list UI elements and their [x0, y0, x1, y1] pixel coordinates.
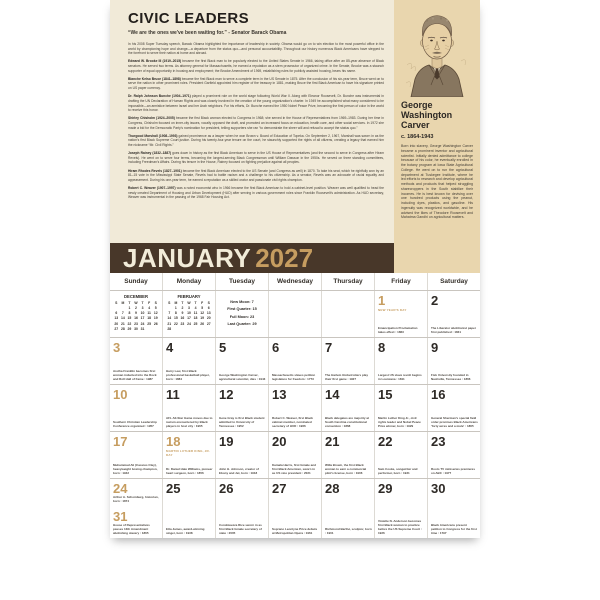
- mini-date: 15: [127, 316, 132, 321]
- mini-date: 3: [188, 305, 190, 310]
- day-cell: [216, 479, 269, 538]
- mini-date: 6: [115, 311, 118, 316]
- date-number: 7: [325, 340, 333, 355]
- holiday-label: NEW YEAR'S DAY: [378, 308, 407, 312]
- mini-date: 11: [193, 311, 198, 316]
- mini-date: 27: [206, 321, 211, 326]
- mini-date: 8: [174, 311, 177, 316]
- date-number: 12: [219, 387, 234, 402]
- event-note: General Sherman's special field order promises Black Americans 'forty acres and a mule' : 1865: [431, 416, 478, 429]
- day-cell: [322, 385, 375, 431]
- date-number: 29: [378, 481, 393, 496]
- mini-date: 11: [147, 311, 151, 316]
- mini-date: 15: [173, 316, 178, 321]
- day-cell: [216, 385, 269, 431]
- mini-date: [199, 327, 206, 332]
- date-number: 17: [113, 434, 128, 449]
- date-number: 30: [431, 481, 446, 496]
- date-number: 27: [272, 481, 287, 496]
- weekday-label: Thursday: [322, 273, 375, 290]
- leader-portrait-icon: [403, 5, 471, 97]
- mini-weekday-letter: T: [181, 300, 184, 305]
- mini-date: 14: [120, 316, 125, 321]
- date-number: 14: [325, 387, 340, 402]
- mini-weekday-letter: M: [174, 300, 178, 305]
- event-note: Fisk University founded in Nashville, Tennessee : 1866: [431, 373, 471, 382]
- date-number: 18: [166, 434, 181, 449]
- mini-date: 19: [200, 316, 205, 321]
- day-cell: [428, 479, 480, 538]
- moon-phase-line: First Quarter: 15: [227, 307, 257, 312]
- date-number: 5: [219, 340, 227, 355]
- leader-sidebar: [394, 0, 480, 273]
- event-note: The Harlem Globetrotters play their first game : 1927: [325, 373, 369, 382]
- event-note: Muhammad Ali (Cassius Clay), heavyweight boxing champion, born : 1942: [113, 463, 158, 476]
- mini-date: 25: [147, 321, 152, 326]
- mini-date: 24: [187, 321, 191, 326]
- day-cell: [322, 338, 375, 384]
- weekday-label: Sunday: [110, 273, 163, 290]
- day-cell: [269, 338, 322, 384]
- date-number: 25: [166, 481, 181, 496]
- date-number: 15: [378, 387, 393, 402]
- day-cell: [428, 338, 480, 384]
- calendar-grid: [110, 290, 480, 538]
- mini-calendar-grid: [113, 301, 159, 333]
- day-cell: [375, 385, 428, 431]
- day-cell: [110, 338, 163, 384]
- calendar-page: [110, 0, 480, 538]
- event-note: Richmond Barthé, sculptor, born : 1901: [325, 527, 372, 536]
- calendar-month: JANUARY: [123, 243, 252, 273]
- event-note: AFL All-Star Game moves due to racism encountered by Black players in host city : 1965: [166, 416, 213, 429]
- essay-paragraph: Hiram Rhodes Revels (1827–1901) became the first Black American elected to the US Senate (and Congress as well) in 1870. To take his seat, which he rightfully won by an 81–15 vote in the Mississippi State Senate, Revels had to battle racism and a challenge to his citizenship. As a senator, Revels was an advocate of racial equality and appeasement. During his one-year term, he earned a reputation as a skilled orator and passionate civil rights champion.: [128, 168, 384, 182]
- weekday-label: Saturday: [440, 278, 468, 285]
- event-note: George Washington Carver, agricultural scientist, dies : 1943: [219, 373, 266, 382]
- day-cell: [269, 385, 322, 431]
- date-number: 11: [166, 387, 180, 402]
- day-cell: [269, 432, 322, 478]
- mini-date: 10: [187, 311, 191, 316]
- event-note: Massachusetts slaves petition legislature for freedom : 1773: [272, 373, 316, 382]
- mini-date: 18: [147, 316, 152, 321]
- day-cell: [163, 338, 216, 384]
- essay-quote: “We are the ones we've been waiting for.” - Senator Barack Obama: [128, 30, 287, 36]
- date-number: 26: [219, 481, 234, 496]
- day-cell: [110, 432, 163, 478]
- mini-weekday-letter: T: [128, 300, 131, 305]
- mini-date: 10: [140, 311, 145, 316]
- day-cell: [428, 385, 480, 431]
- weekday-label: Wednesday: [269, 273, 322, 290]
- mini-date: 20: [206, 316, 211, 321]
- mini-weekday-letter: M: [121, 300, 125, 305]
- mini-date: 28: [120, 326, 125, 331]
- event-note: Willa Brown, the first Black woman to earn a commercial pilot's license, born : 1906: [325, 463, 367, 476]
- moon-phase-line: New Moon: 7: [230, 300, 254, 304]
- event-note: Arthur A. Schomburg, historian, born : 1874: [113, 495, 159, 503]
- event-note: Soprano Leontyne Price debuts at Metropolitan Opera : 1961: [272, 527, 318, 536]
- essay-paragraph: Thurgood Marshall (1908–1993) gained prominence as a lawyer when he won Brown v. Board of Education of Topeka. On September 2, 1967, Marshall was sworn in as the nation's first Black Supreme Court justice. During his twenty-four-year tenure on the court, he staunchly supported the rights of all citizens, creating a legacy that earned him the nickname “Mr. Civil Rights.”: [128, 133, 385, 148]
- date-number: 31: [113, 508, 128, 524]
- mini-date: 8: [128, 311, 131, 316]
- essay-paragraph: Blanche Kelso Bruce (1841–1898) became the first Black man to serve a complete term in the US Senate in 1875. After the conclusion of his six-year term, Bruce went on to serve the nation in other prominent roles. President Garfield appointed him register of the treasury in 1881, making Bruce the first Black American to have his signature printed on US paper currency.: [128, 76, 384, 91]
- event-note: Roots TV miniseries premieres on ABC : 1977: [431, 467, 476, 476]
- day-cell: [322, 479, 375, 538]
- mini-date: 22: [127, 321, 132, 326]
- mini-calendar-december: [113, 294, 159, 332]
- mini-date: 2: [181, 305, 184, 310]
- day-cell: [110, 291, 163, 337]
- mini-weekday-letter: T: [194, 300, 197, 305]
- date-number: 8: [378, 340, 386, 355]
- mini-weekday-letter: T: [141, 300, 144, 305]
- leader-bio: Born into slavery, George Washington Carver became a prominent inventor and agricultural scientist. Initially denied admittance to college because of his color, he eventually enrolled in the botany program at Iowa State Agricultural College. He went on to run the agricultural department at Tuskegee Institute, where he led efforts to research and develop agricultural methods and products that helped struggling sharecroppers in the South stabilize their incomes. He is best known for devising over one hundred products using the peanut, including dyes, plastics, and gasoline. His ingenuity was recognized worldwide, and he advised the likes of Theodore Roosevelt and Mahatma Gandhi on agricultural matters.: [401, 144, 473, 220]
- mini-date: 27: [114, 326, 119, 331]
- date-number: 22: [378, 434, 393, 449]
- event-note: House of Representatives passes 13th Amendment abolishing slavery : 1865: [113, 522, 150, 535]
- weekday-header-row: [110, 273, 480, 290]
- mini-date: 20: [114, 321, 119, 326]
- calendar-week-row: [110, 431, 480, 478]
- weekday-label: Friday: [375, 273, 428, 290]
- mini-calendar-title: DECEMBER: [124, 294, 148, 299]
- day-cell: [428, 291, 480, 337]
- mini-date: 7: [168, 311, 171, 316]
- day-cell: [375, 432, 428, 478]
- mini-date: 2: [135, 305, 137, 310]
- mini-date: 21: [167, 321, 172, 326]
- date-number: 4: [166, 340, 174, 355]
- calendar-week-row: [110, 478, 480, 538]
- mini-date: [205, 327, 212, 332]
- date-number: 28: [325, 481, 340, 496]
- mini-date: 6: [207, 305, 210, 310]
- event-note: Violette N. Anderson becomes first Black woman to practice before the US Supreme Court : 1926: [378, 519, 422, 536]
- date-number: 10: [113, 387, 128, 402]
- calendar-week-row: [110, 384, 480, 431]
- mini-date: 23: [180, 321, 185, 326]
- event-note: Sam Cooke, songwriter and performer, born : 1931: [378, 467, 418, 476]
- mini-weekday-letter: S: [115, 300, 118, 305]
- day-cell: [322, 291, 375, 337]
- mini-date: 28: [167, 326, 172, 331]
- mini-date: 21: [120, 321, 125, 326]
- event-note: Condoleezza Rice sworn in as first Black female secretary of state : 2005: [219, 523, 262, 536]
- mini-date: [152, 327, 159, 332]
- date-number: 9: [431, 340, 439, 355]
- day-cell: [322, 432, 375, 478]
- event-note: Emancipation Proclamation takes effect : 1863: [378, 326, 418, 335]
- mini-date: 1: [128, 305, 131, 310]
- date-number: 13: [272, 387, 287, 402]
- mini-weekday-letter: F: [148, 300, 151, 305]
- day-cell: [375, 479, 428, 538]
- mini-date: 18: [193, 316, 198, 321]
- mini-date: 4: [148, 305, 151, 310]
- day-cell: [110, 385, 163, 431]
- mini-weekday-letter: S: [207, 300, 210, 305]
- essay-paragraph: Robert C. Weaver (1907–1997) was a noted economist who in 1966 became the first Black American to hold a cabinet-level position. Weaver was well qualified to head the newly created Department of Housing and Urban Development (HUD) after serving in various government roles since Franklin Roosevelt's administration. As HUD secretary, Weaver was instrumental in the passing of the 1968 Fair Housing Act.: [128, 185, 385, 200]
- essay-paragraph: Dr. Ralph Johnson Bunche (1904–1971) played a prominent role on the world stage following World War II. Along with Eleanor Roosevelt, Dr. Bunche was instrumental in drafting the UN Declaration of Human Rights and was closely involved in the creation of the young organization's charter. In 1949 he accomplished what many considered to be impossible—an armistice between Israel and her Arab neighbors. For his efforts, Dr. Bunche earned the 1950 Nobel Peace Prize, becoming the first person of color in the world to receive this honor.: [128, 94, 384, 113]
- event-note: Southern Christian Leadership Conference organized : 1957: [113, 420, 157, 429]
- day-cell: [163, 385, 216, 431]
- mini-date: 22: [173, 321, 178, 326]
- essay-body: [128, 10, 384, 203]
- mini-date: 31: [140, 326, 145, 331]
- event-note: Aretha Franklin becomes first woman inducted into the Rock and Roll Hall of Fame : 1987: [113, 369, 157, 382]
- mini-calendar-february: [166, 294, 212, 332]
- date-number: 20: [272, 434, 287, 449]
- date-number: 2: [431, 293, 439, 308]
- weekday-label: Monday: [163, 273, 216, 290]
- mini-date: [186, 327, 193, 332]
- mini-calendar-title: FEBRUARY: [177, 294, 201, 299]
- mini-date: 7: [121, 311, 124, 316]
- event-note: Dr. Daniel Hale Williams, pioneer heart surgeon, born : 1856: [166, 467, 213, 476]
- mini-date: [173, 327, 180, 332]
- day-cell: [269, 479, 322, 538]
- mini-date: 12: [200, 311, 205, 316]
- mini-date: 5: [201, 305, 204, 310]
- day-cell: [163, 291, 216, 337]
- calendar-week-row: [110, 337, 480, 384]
- mini-calendar-grid: [166, 301, 212, 333]
- leader-name: George Washington Carver: [401, 100, 453, 131]
- mini-date: 9: [135, 311, 137, 316]
- day-cell: [163, 432, 216, 478]
- day-cell: [269, 291, 322, 337]
- mini-date: 17: [140, 316, 145, 321]
- mini-weekday-letter: S: [168, 300, 171, 305]
- date-number: 3: [113, 340, 121, 355]
- calendar-week-row: [110, 290, 480, 337]
- leader-dates: c. 1864-1943: [401, 134, 434, 141]
- date-number: 19: [219, 434, 234, 449]
- holiday-label: MARTIN LUTHER KING, JR. DAY: [166, 449, 210, 457]
- mini-date: 30: [134, 326, 138, 331]
- essay-paragraph: Joseph Rainey (1832–1887) goes down in history as the first Black American to serve in the US House of Representatives (and the second to serve in Congress after Hiram Revels). He went on to serve four terms, becoming the longest-serving Black Congressman until William Dawson in the 1950s. He served on three standing committees, including Freedman's Affairs. During his tenure in the House, Rainey focused on fighting prejudice against all peoples.: [128, 151, 384, 165]
- mini-date: [146, 327, 153, 332]
- mini-date: 5: [154, 305, 157, 310]
- mini-date: 16: [134, 316, 138, 321]
- mini-date: 13: [206, 311, 211, 316]
- mini-date: 24: [140, 321, 145, 326]
- event-note: Martin Luther King Jr., civil rights leader and Nobel Peace Prize winner, born : 1929: [378, 416, 421, 429]
- mini-date: 4: [194, 305, 197, 310]
- date-number: 24: [113, 481, 128, 496]
- mini-weekday-letter: F: [201, 300, 204, 305]
- event-note: Etta James, award-winning singer, born : 1938: [166, 527, 205, 536]
- day-cell: [216, 338, 269, 384]
- essay-paragraph: Edward W. Brooke III (1919–2015) became the first Black man to be popularly elected to the United States Senate in 1966, taking office after an 85-year absence of Black senators. He served two terms. As attorney general for Massachusetts, he earned a reputation as a stern prosecutor of organized crime. In the Senate, Brooke was a staunch supporter of equal opportunity in housing and employment; the Brooke Amendment of 1969, establishing rules for publicly assisted housing, bears his name.: [128, 59, 385, 73]
- essay-paragraph: In his 2008 Super Tuesday speech, Barack Obama highlighted the importance of leadership in society. Obama would go on to win election to the most powerful office in the world by championing hope and change—a departure from the status quo—and personal accountability. Throughout our history numerous Black Americans have stepped to the forefront to serve their nation at home and abroad.: [128, 42, 384, 56]
- mini-date: 1: [174, 305, 177, 310]
- mini-weekday-letter: W: [134, 300, 138, 305]
- mini-date: 13: [114, 316, 119, 321]
- date-number: 6: [272, 340, 280, 355]
- day-cell: [110, 479, 163, 538]
- day-cell: [216, 432, 269, 478]
- event-note: Robert C. Weaver, first Black cabinet member, nominated secretary of HUD : 1966: [272, 416, 313, 429]
- moon-phase-line: Full Moon: 23: [229, 314, 255, 319]
- mini-date: 25: [193, 321, 198, 326]
- mini-date: 23: [134, 321, 138, 326]
- event-note: Harry Lew, first Black professional basketball player, born : 1884: [166, 369, 210, 382]
- moon-phases: [216, 291, 268, 326]
- mini-date: 26: [153, 321, 158, 326]
- mini-date: 9: [181, 311, 184, 316]
- weekday-label: Tuesday: [216, 273, 269, 290]
- event-note: The Liberator abolitionist paper first published : 1831: [431, 326, 477, 335]
- calendar: [110, 243, 480, 538]
- date-number: 1: [378, 293, 386, 308]
- day-cell: [375, 291, 428, 337]
- moon-phase-line: Last Quarter: 29: [227, 322, 257, 327]
- event-note: Black delegates are majority at South Carolina constitutional convention : 1868: [325, 416, 370, 429]
- mini-date: 19: [153, 316, 158, 321]
- event-note: Kamala Harris, first female and first Black American, sworn in as US vice president : 2021: [272, 463, 317, 476]
- mini-date: 17: [187, 316, 191, 321]
- essay-paragraphs: [128, 42, 384, 200]
- date-number: 16: [431, 387, 446, 402]
- event-note: John H. Johnson, creator of Ebony and Jet, born : 1918: [219, 467, 259, 476]
- mini-date: 16: [180, 316, 185, 321]
- date-number: 23: [431, 434, 446, 449]
- calendar-year: 2027: [255, 243, 314, 273]
- mini-date: 3: [141, 305, 144, 310]
- mini-weekday-letter: W: [187, 300, 191, 305]
- mini-date: 14: [167, 316, 172, 321]
- event-note: Black Americans present petition to Congress for the first time : 1797: [431, 523, 477, 536]
- mini-weekday-letter: S: [154, 300, 157, 305]
- date-number: 21: [325, 434, 340, 449]
- page-title: CIVIC LEADERS: [128, 10, 250, 27]
- mini-date: 26: [200, 321, 205, 326]
- mini-date: 12: [153, 311, 158, 316]
- day-cell: [163, 479, 216, 538]
- day-cell: [428, 432, 480, 478]
- essay-paragraph: Shirley Chisholm (1924–2005) became the first Black woman elected to Congress in 1968; she served in the House of Representatives from 1969–1983. During her time in Congress, Chisholm focused on inner-city issues, vocally opposed the draft, and promoted an increased focus on education, health care, and other social services. In 1972 she made a bid for the Democratic Party's nomination for president, telling supporters she ran “to demonstrate the sheer will and refusal to accept the status quo.”: [128, 116, 384, 130]
- day-cell: [375, 338, 428, 384]
- day-cell: [216, 291, 269, 337]
- event-note: Gene Gray is first Black student admitted to University of Tennessee : 1952: [219, 416, 265, 429]
- event-note: Largest US slave revolt begins in Louisiana : 1811: [378, 373, 422, 382]
- mini-date: 29: [127, 326, 132, 331]
